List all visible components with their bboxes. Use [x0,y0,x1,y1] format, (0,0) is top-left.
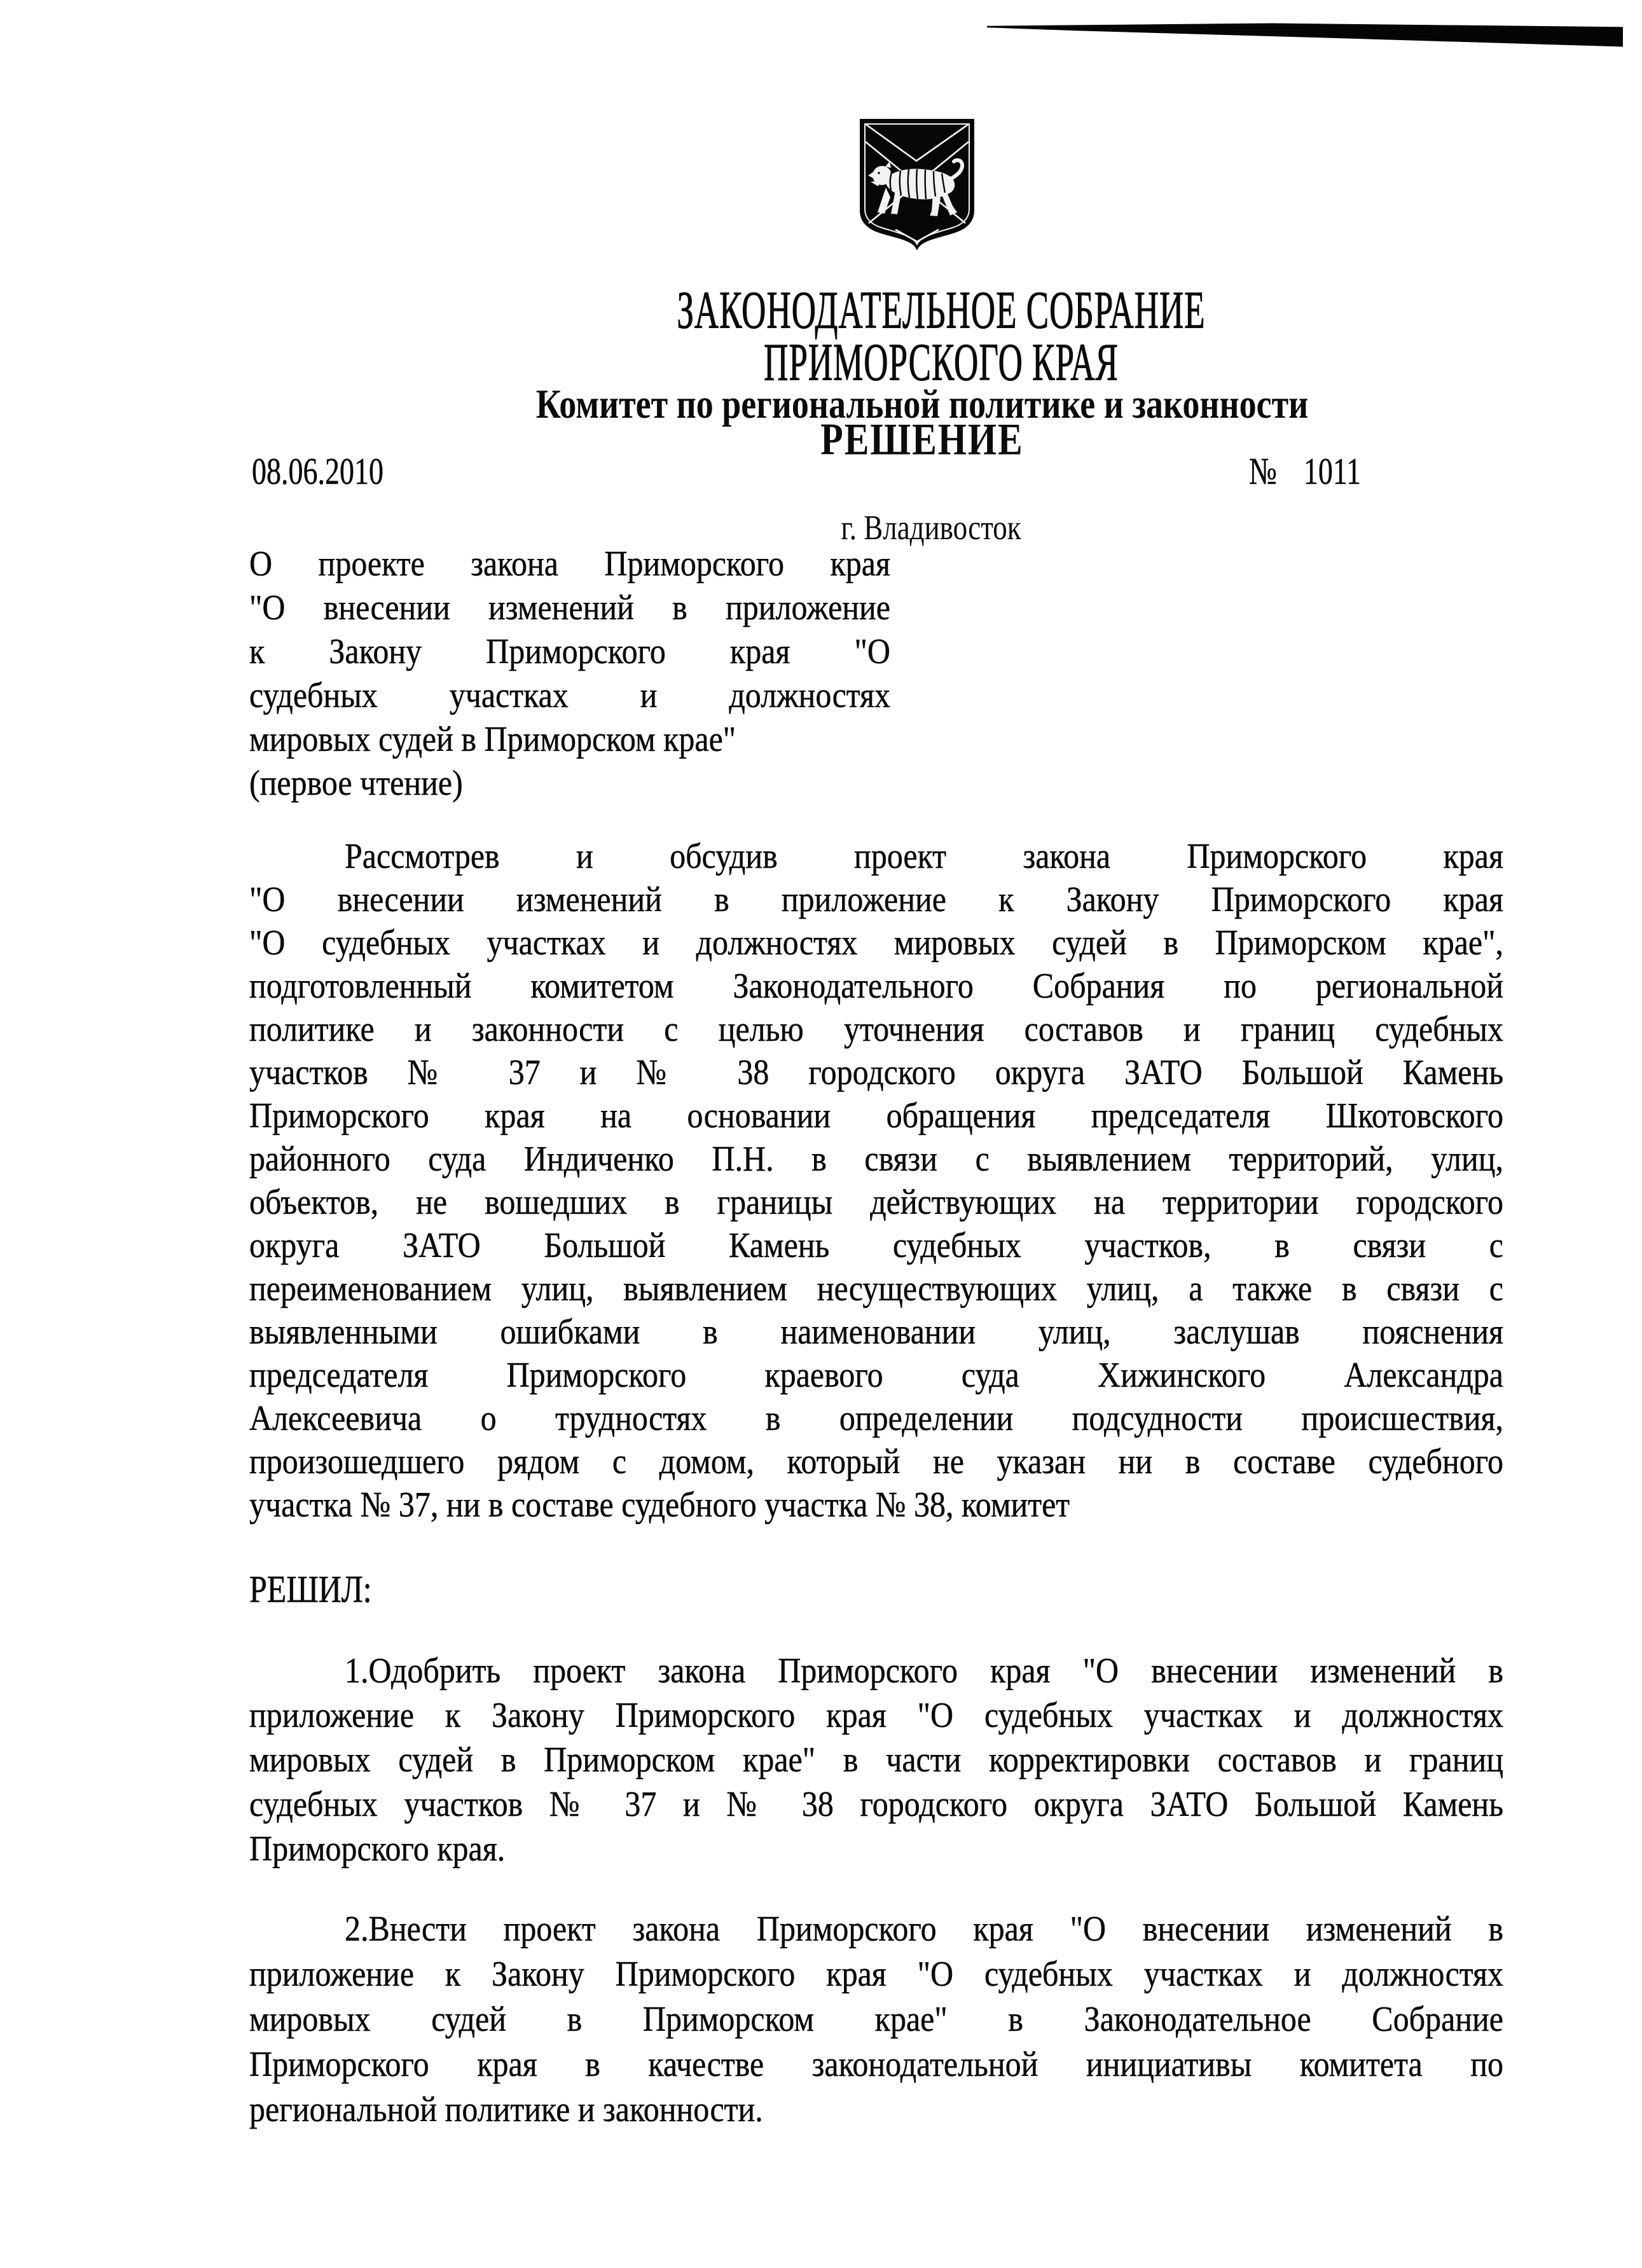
body-line: выявленными ошибками в наименовании улиц, заслушав пояснения [249,1311,1503,1352]
body-line: округа ЗАТО Большой Камень судебных участков, в связи с [249,1225,1503,1265]
committee-name-text: Комитет по региональной политике и законности [535,381,1309,427]
coat-of-arms-svg [857,116,977,251]
body-line: участка № 37, ни в составе судебного участка № 38, комитет [249,1484,1070,1525]
number-value: 1011 [1303,450,1362,493]
body-line: Рассмотрев и обсудив проект закона Приморского края [345,835,1503,876]
body-line: председателя Приморского краевого суда Хижинского Александра [249,1354,1503,1395]
document-type-title [471,413,1374,465]
subject-line: к Закону Приморского края "О [249,631,890,671]
body-line: произошедшего рядом с домом, который не указан ни в составе судебного [249,1441,1503,1481]
document-place [740,508,1122,547]
subject-line: (первое чтение) [249,762,463,803]
subject-line: О проекте закона Приморского края [249,543,890,584]
resolution-item-1-line: 1.Одобрить проект закона Приморского края "О внесении изменений в [345,1650,1503,1691]
resolution-item-1-line: мировых судей в Приморском крае" в части корректировки составов и границ [249,1739,1503,1780]
subject-block [249,542,890,805]
resolution-item-2-line: Приморского края в качестве законодательной инициативы комитета по [249,2044,1503,2084]
resolution-item-2-line: приложение к Закону Приморского края "О судебных участках и должностях [249,1953,1503,1994]
subject-line: "О внесении изменений в приложение [249,587,890,628]
tiger-eye [878,172,880,174]
resolution-item-1 [249,1648,1503,1871]
resolution-item-2-line: мировых судей в Приморском крае" в Законодательное Собрание [249,1998,1503,2039]
org-name-line1-text: ЗАКОНОДАТЕЛЬНОЕ СОБРАНИЕ [677,281,1206,340]
considering-paragraph [249,834,1503,1526]
resolved-heading-text: РЕШИЛ: [249,1567,372,1611]
body-line: участков № 37 и № 38 городского округа ЗАТО Большой Камень [249,1052,1503,1092]
resolution-item-1-line: судебных участков № 37 и № 38 городского округа ЗАТО Большой Камень [249,1783,1503,1824]
org-name-line2-text: ПРИМОРСКОГО КРАЯ [764,333,1119,392]
resolution-item-2-line: региональной политике и законности. [249,2089,763,2129]
subject-line: судебных участках и должностях [249,675,890,715]
body-line: политике и законности с целью уточнения составов и границ судебных [249,1008,1503,1049]
document-date [252,450,383,493]
document-number [1249,450,1362,493]
org-name-line1 [471,280,1412,340]
subject-line: мировых судей в Приморском крае" [249,718,736,759]
resolved-heading [249,1567,372,1611]
resolution-item-2-line: 2.Внести проект закона Приморского края "О внесении изменений в [345,1908,1503,1949]
body-line: "О судебных участках и должностях мировых судей в Приморском крае", [249,922,1503,963]
body-line: переименованием улиц, выявлением несуществующих улиц, а также в связи с [249,1268,1503,1309]
resolution-item-1-line: приложение к Закону Приморского края "О судебных участках и должностях [249,1694,1503,1735]
document-date-text: 08.06.2010 [252,450,383,493]
resolution-item-1-line: Приморского края. [249,1828,506,1869]
body-line: "О внесении изменений в приложение к Закону Приморского края [249,879,1503,919]
document-type-text: РЕШЕНИЕ [820,414,1024,465]
resolution-item-2 [249,1906,1503,2132]
org-name-line2 [471,333,1412,392]
body-line: Приморского края на основании обращения председателя Шкотовского [249,1095,1503,1136]
scan-streak-icon [987,22,1623,48]
body-line: Алексеевича о трудностях в определении подсудности происшествия, [249,1398,1503,1438]
document-place-text: г. Владивосток [841,508,1021,547]
body-line: объектов, не вошедших в границы действующих на территории городского [249,1181,1503,1222]
primorsky-krai-coat-of-arms-icon [857,116,977,251]
body-line: подготовленный комитетом Законодательного Собрания по региональной [249,965,1503,1006]
number-sign: № [1249,450,1277,493]
body-line: районного суда Индиченко П.Н. в связи с выявлением территорий, улиц, [249,1138,1503,1179]
